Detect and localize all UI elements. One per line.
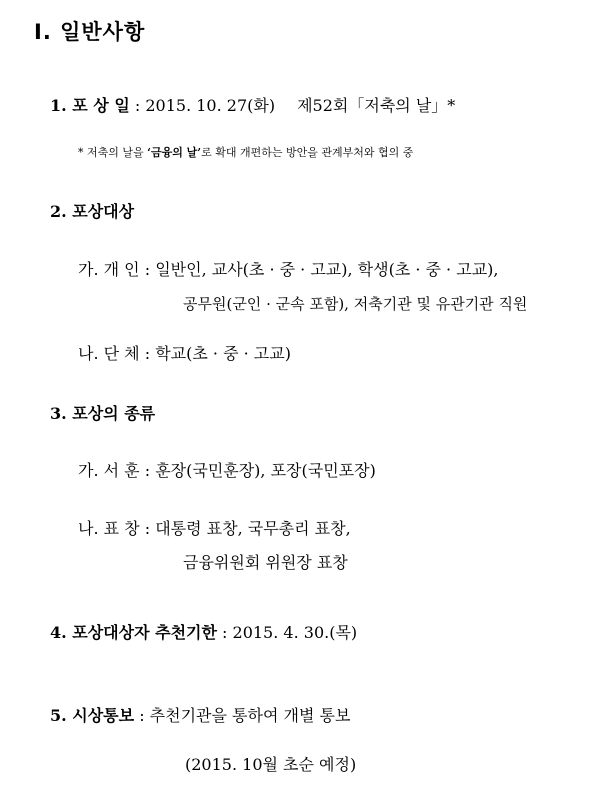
colon: : (139, 344, 156, 363)
award-date: 2015. 10. 27(화) (145, 96, 276, 115)
colon: : (129, 96, 146, 115)
footnote-prefix: * 저축의 날을 (78, 146, 148, 159)
target-individual (78, 257, 498, 280)
section-award-date (50, 93, 455, 116)
item-value: 학교(초 · 중 · 고교) (155, 344, 291, 363)
colon: : (139, 519, 156, 538)
type-commendation (78, 516, 351, 539)
colon: : (216, 623, 233, 642)
item-label: 나. 단 체 (78, 344, 140, 363)
footnote (78, 144, 413, 160)
item-value: 훈장(국민훈장), 포장(국민포장) (155, 461, 376, 480)
section-award-targets: 2. 포상대상 (50, 202, 135, 221)
item-value: 대통령 표창, 국무총리 표창, (155, 519, 351, 538)
section-notification (50, 703, 350, 726)
colon: : (134, 706, 150, 725)
target-group (78, 341, 291, 364)
section-deadline (50, 620, 357, 643)
section-label: 1. 포 상 일 (50, 96, 130, 115)
footnote-highlight: ‘금융의 날’ (147, 146, 202, 159)
target-individual-cont: 공무원(군인 · 군속 포함), 저축기관 및 유관기관 직원 (183, 295, 528, 313)
item-label: 가. 서 훈 (78, 461, 140, 480)
event-name: 제52회「저축의 날」* (297, 96, 456, 115)
type-decoration (78, 458, 376, 481)
section-award-types: 3. 포상의 종류 (50, 404, 156, 423)
item-label: 가. 개 인 (78, 260, 140, 279)
deadline-date: 2015. 4. 30.(목) (232, 623, 358, 642)
notification-schedule: (2015. 10월 초순 예정) (185, 755, 357, 774)
item-value: 일반인, 교사(초 · 중 · 고교), 학생(초 · 중 · 고교), (155, 260, 499, 279)
section-label: 5. 시상통보 (50, 706, 135, 725)
section-label: 4. 포상대상자 추천기한 (50, 623, 217, 642)
page-title: Ⅰ. 일반사항 (34, 20, 146, 44)
item-label: 나. 표 창 (78, 519, 140, 538)
colon: : (139, 461, 156, 480)
colon: : (139, 260, 156, 279)
footnote-suffix: 로 확대 개편하는 방안을 관계부처와 협의 중 (201, 146, 414, 159)
type-commendation-cont: 금융위원회 위원장 표창 (183, 553, 348, 572)
notification-text: 추천기관을 통하여 개별 통보 (149, 706, 351, 725)
